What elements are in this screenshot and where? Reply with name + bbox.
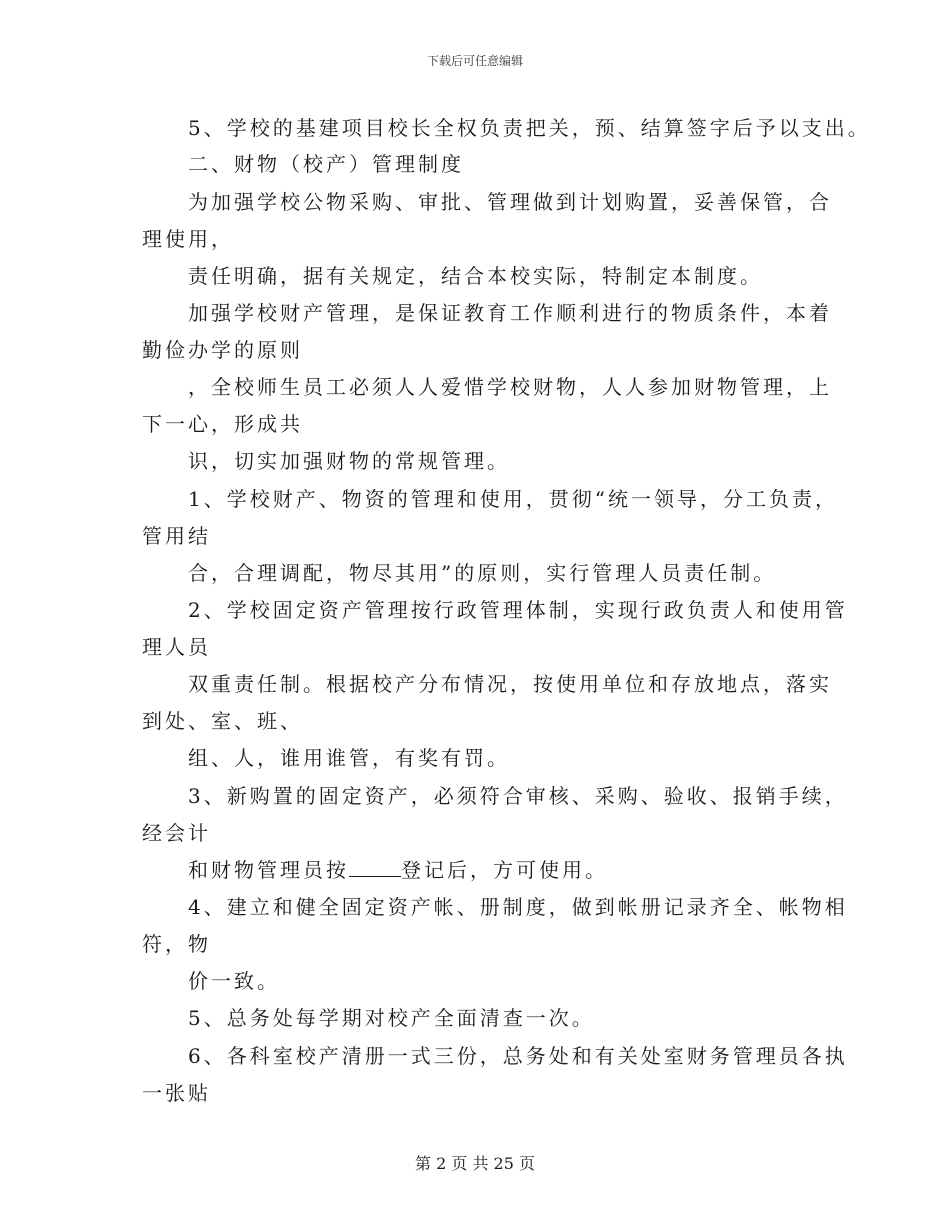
paragraph-line: 加强学校财产管理，是保证教育工作顺利进行的物质条件，本着: [188, 301, 832, 325]
paragraph-line: 5、学校的基建项目校长全权负责把关，预、结算签字后予以支出。: [188, 116, 871, 140]
paragraph-line: 识，切实加强财物的常规管理。: [188, 449, 510, 473]
page-number-footer: 第 2 页 共 25 页: [415, 1154, 535, 1173]
paragraph-line: 管用结: [142, 524, 211, 548]
paragraph-line: 经会计: [142, 821, 211, 845]
paragraph-line: 1、学校财产、物资的管理和使用，贯彻“统一领导，分工负责，: [188, 487, 838, 511]
line-text-after-blank: 登记后，方可使用。: [401, 858, 608, 882]
line-text-before-blank: 和财物管理员按: [188, 858, 349, 882]
paragraph-line: 3、新购置的固定资产，必须符合审核、采购、验收、报销手续，: [188, 784, 848, 808]
paragraph-line-with-blank: [188, 858, 608, 882]
paragraph-line: 符，物: [142, 932, 211, 956]
paragraph-line: 合，合理调配，物尽其用”的原则，实行管理人员责任制。: [188, 561, 777, 585]
paragraph-line: 勤俭办学的原则: [142, 338, 303, 362]
paragraph-line: 5、总务处每学期对校产全面清查一次。: [188, 1006, 595, 1030]
paragraph-line: 为加强学校公物采购、审批、管理做到计划购置，妥善保管，合: [188, 190, 832, 214]
paragraph-line: 到处、室、班、: [142, 709, 303, 733]
paragraph-line: 4、建立和健全固定资产帐、册制度，做到帐册记录齐全、帐物相: [188, 895, 848, 919]
paragraph-line: 组、人，谁用谁管，有奖有罚。: [188, 746, 510, 770]
fill-in-blank: [349, 858, 401, 877]
paragraph-line: 2、学校固定资产管理按行政管理体制，实现行政负责人和使用管: [188, 598, 848, 622]
paragraph-line: 一张贴: [142, 1081, 211, 1105]
paragraph-line: 下一心，形成共: [142, 412, 303, 436]
paragraph-line: 理人员: [142, 635, 211, 659]
paragraph-line: 6、各科室校产清册一式三份，总务处和有关处室财务管理员各执: [188, 1044, 848, 1068]
paragraph-line: ，全校师生员工必须人人爱惜学校财物，人人参加财物管理，上: [188, 375, 832, 399]
paragraph-line: 理使用，: [142, 227, 234, 251]
page-header-watermark: 下载后可任意编辑: [426, 54, 523, 68]
paragraph-line: 责任明确，据有关规定，结合本校实际，特制定本制度。: [188, 264, 763, 288]
paragraph-line: 双重责任制。根据校产分布情况，按使用单位和存放地点，落实: [188, 672, 832, 696]
section-heading: 二、财物（校产）管理制度: [188, 152, 464, 176]
paragraph-line: 价一致。: [188, 969, 280, 993]
